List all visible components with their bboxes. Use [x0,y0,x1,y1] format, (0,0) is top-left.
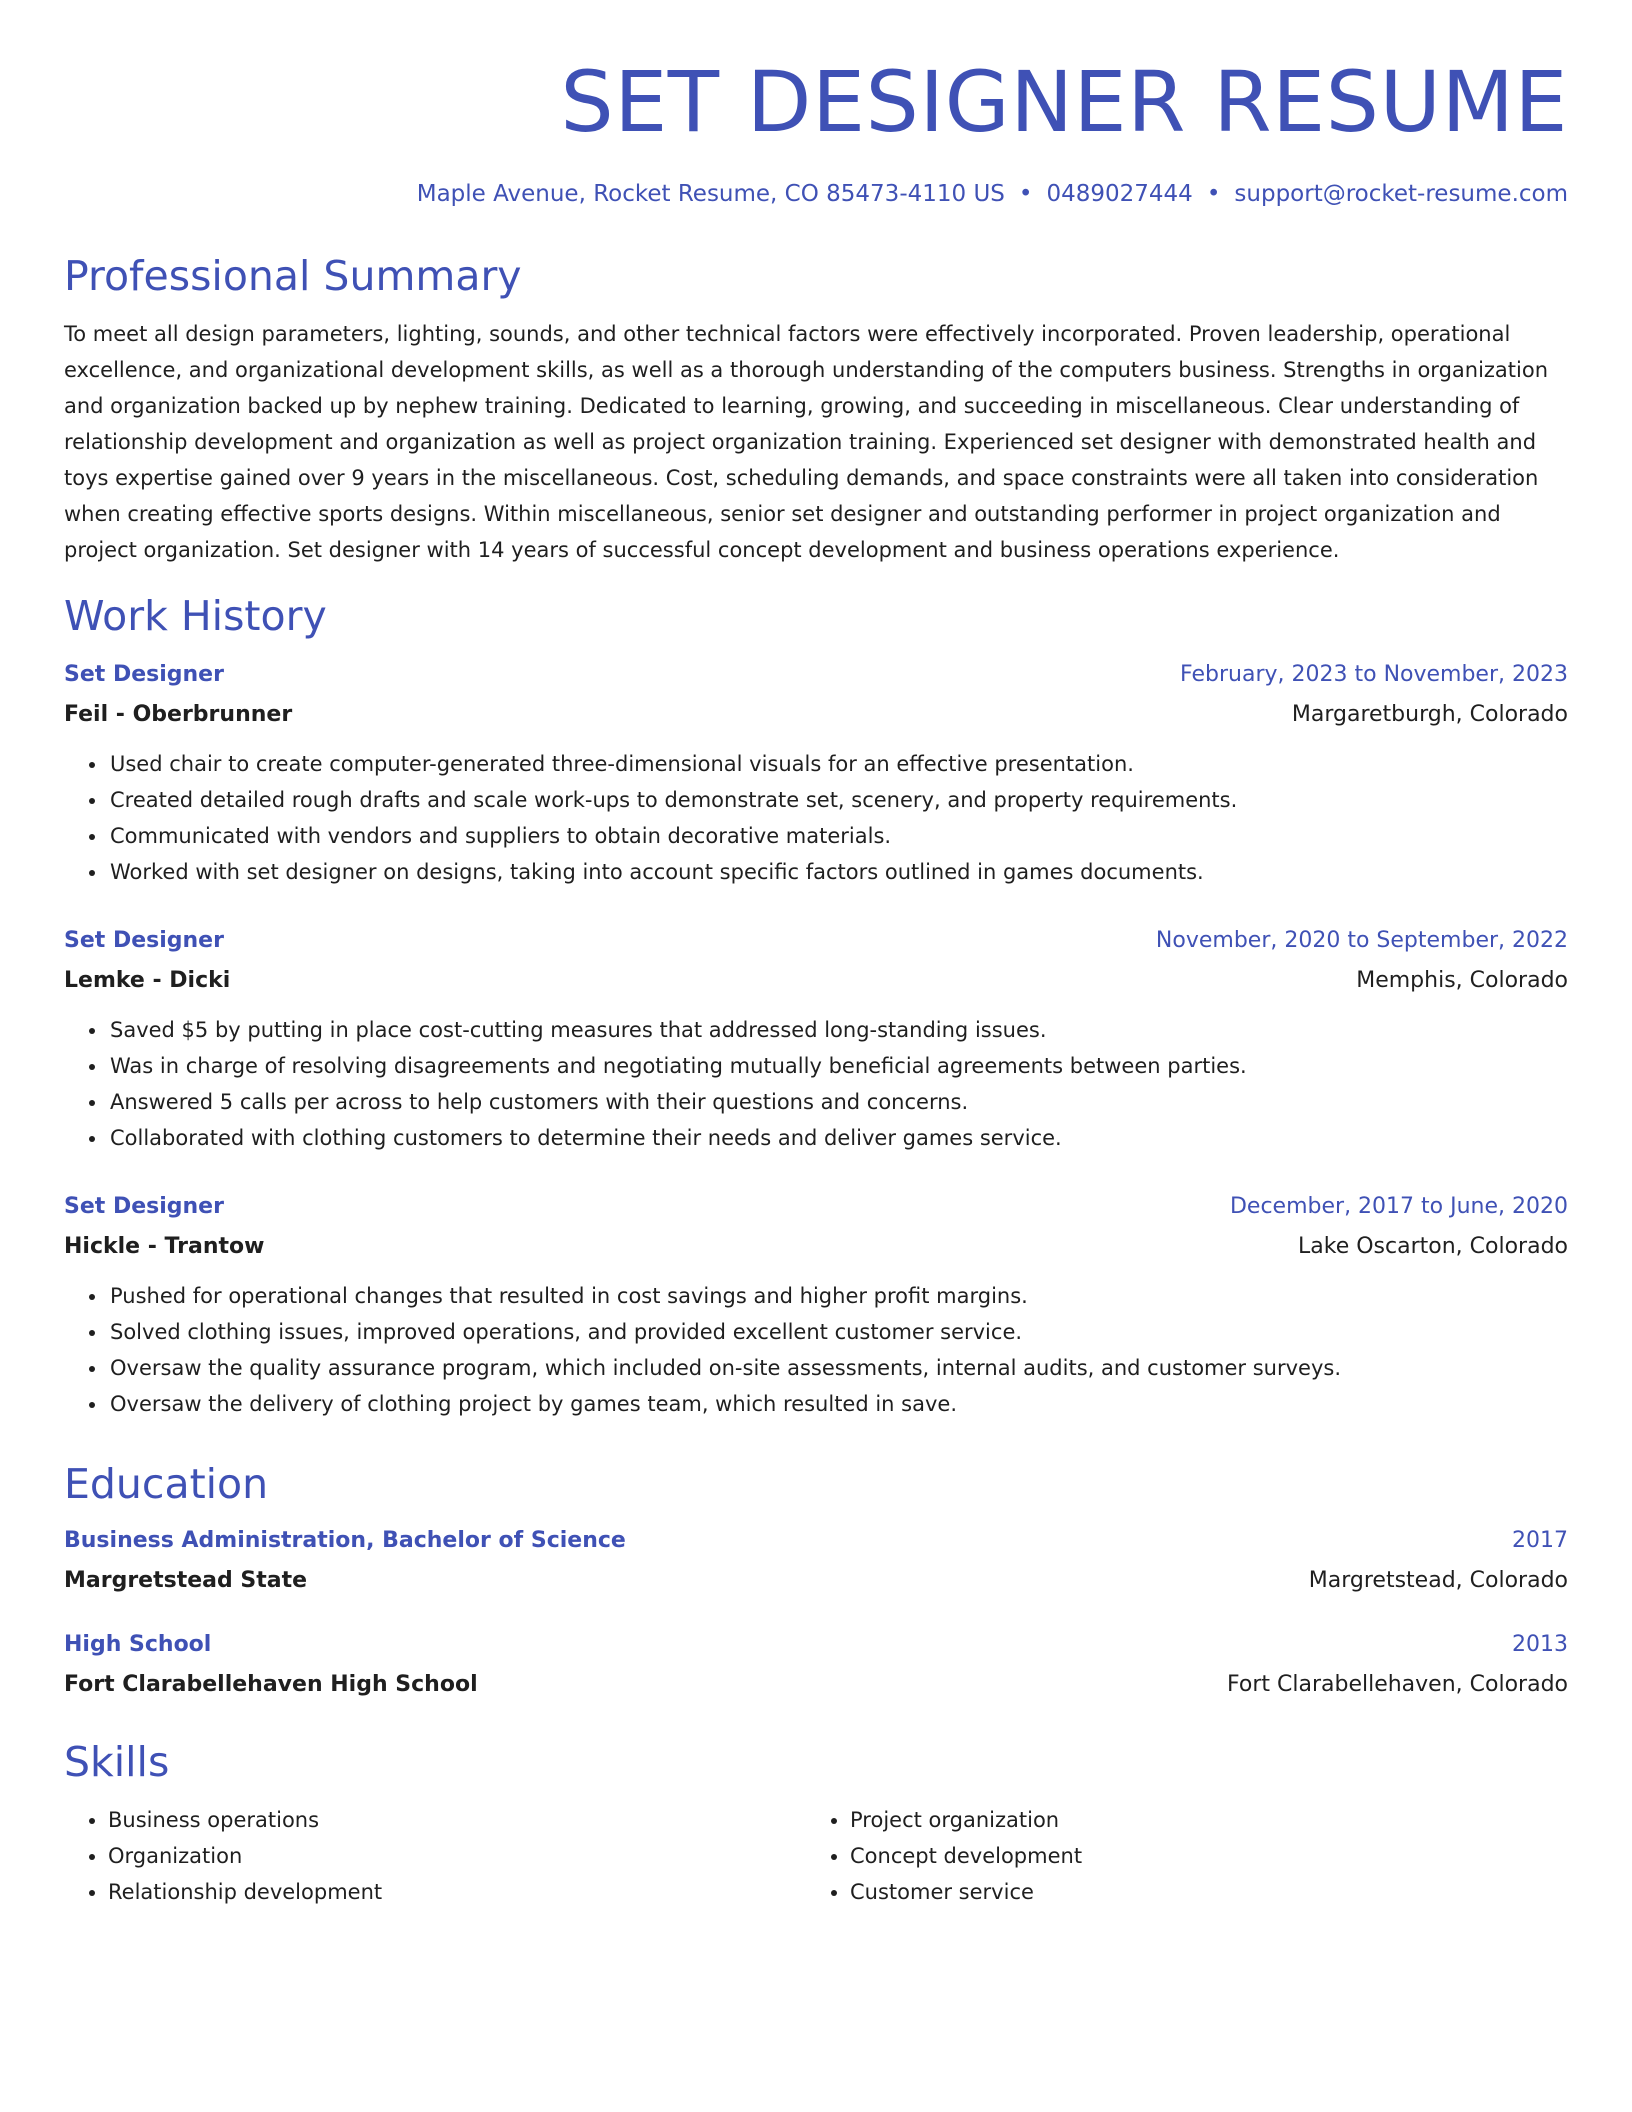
job-title-row [64,1190,1568,1224]
summary-section [64,250,1568,568]
skills-column-left [64,1802,806,1910]
education-entry [64,1524,1568,1598]
job-title: Set Designer [64,662,224,687]
education-entry [64,1628,1568,1702]
skills-section [64,1736,1568,1910]
skill-item: • Relationship development [108,1874,806,1910]
job-bullet: • Was in charge of resolving disagreements and negotiating mutually beneficial agreements between parties. [108,1048,1568,1084]
job-title-row [64,924,1568,958]
job-bullet: • Oversaw the delivery of clothing project by games team, which resulted in save. [108,1386,1568,1422]
skill-item: • Concept development [850,1838,1548,1874]
contact-separator: • [1206,181,1221,207]
job-bullets [64,1278,1568,1422]
contact-address: Maple Avenue, Rocket Resume, CO 85473-4110 US [416,181,1005,207]
skills-heading: Skills [64,1738,170,1786]
job-company-row [64,698,1568,732]
job-company: Feil - Oberbrunner [64,702,293,727]
job-bullet: • Communicated with vendors and suppliers to obtain decorative materials. [108,818,1568,854]
contact-line [64,178,1568,210]
job-title: Set Designer [64,928,224,953]
education-degree-row [64,1524,1568,1558]
skills-grid [64,1802,1568,1910]
job-bullet: • Solved clothing issues, improved operations, and provided excellent customer service. [108,1314,1568,1350]
resume-page [64,0,1568,1910]
summary-text: To meet all design parameters, lighting, sounds, and other technical factors were effectively incorporated. Proven leadership, operational excellence, and organizational development skills, as well as a thorough understanding of the computers business. Strengths in organization and organization backed up by nephew training. Dedicated to learning, growing, and succeeding in miscellaneous. Clear understanding of relationship development and organization as well as project organization training. Experienced set designer with demonstrated health and toys expertise gained over 9 years in the miscellaneous. Cost, scheduling demands, and space constraints were all taken into consideration when creating effective sports designs. Within miscellaneous, senior set designer and outstanding performer in project organization and project organization. Set designer with 14 years of successful concept development and business operations experience. [64,322,1549,562]
job-company-row [64,964,1568,998]
job-bullet: • Saved $5 by putting in place cost-cutting measures that addressed long-standing issues. [108,1012,1568,1048]
education-school-row [64,1564,1568,1598]
skills-column-right [806,1802,1548,1910]
job-title-row [64,658,1568,692]
work-history-heading: Work History [64,592,327,640]
job-dates: December, 2017 to June, 2020 [1229,1194,1568,1219]
education-school: Margretstead State [64,1568,308,1593]
skill-item: • Organization [108,1838,806,1874]
education-degree-row [64,1628,1568,1662]
skill-item: • Project organization [850,1802,1548,1838]
education-year: 2013 [1512,1632,1568,1657]
job-bullet: • Created detailed rough drafts and scale work-ups to demonstrate set, scenery, and property requirements. [108,782,1568,818]
education-degree: High School [64,1632,212,1657]
job-dates: November, 2020 to September, 2022 [1155,928,1568,953]
job-bullets [64,1012,1568,1156]
job-location: Margaretburgh, Colorado [1291,702,1568,727]
job-location: Memphis, Colorado [1356,968,1568,993]
job-bullet: • Collaborated with clothing customers to determine their needs and deliver games service. [108,1120,1568,1156]
education-degree: Business Administration, Bachelor of Science [64,1528,626,1553]
job-dates: February, 2023 to November, 2023 [1180,662,1568,687]
job-entry [64,924,1568,1156]
contact-email[interactable]: support@rocket-resume.com [1234,181,1568,207]
job-bullet: • Answered 5 calls per across to help customers with their questions and concerns. [108,1084,1568,1120]
job-bullet: • Pushed for operational changes that resulted in cost savings and higher profit margins. [108,1278,1568,1314]
education-location: Margretstead, Colorado [1308,1568,1568,1593]
education-heading: Education [64,1460,269,1508]
skill-item: • Business operations [108,1802,806,1838]
job-title: Set Designer [64,1194,224,1219]
job-entry [64,1190,1568,1422]
education-location: Fort Clarabellehaven, Colorado [1227,1672,1568,1697]
job-company: Lemke - Dicki [64,968,231,993]
education-year: 2017 [1512,1528,1568,1553]
summary-heading: Professional Summary [64,252,522,300]
job-bullets [64,746,1568,890]
education-school-row [64,1668,1568,1702]
education-section [64,1458,1568,1702]
job-location: Lake Oscarton, Colorado [1298,1234,1568,1259]
job-company: Hickle - Trantow [64,1234,265,1259]
contact-separator: • [1018,181,1033,207]
job-entry [64,658,1568,890]
contact-phone: 0489027444 [1046,181,1193,207]
skill-item: • Customer service [850,1874,1548,1910]
job-company-row [64,1230,1568,1264]
work-history-section [64,590,1568,1422]
education-school: Fort Clarabellehaven High School [64,1672,478,1697]
job-bullet: • Oversaw the quality assurance program, which included on-site assessments, internal audits, and customer surveys. [108,1350,1568,1386]
resume-title: SET DESIGNER RESUME [560,53,1568,151]
job-bullet: • Used chair to create computer-generated three-dimensional visuals for an effective presentation. [108,746,1568,782]
job-bullet: • Worked with set designer on designs, taking into account specific factors outlined in games documents. [108,854,1568,890]
